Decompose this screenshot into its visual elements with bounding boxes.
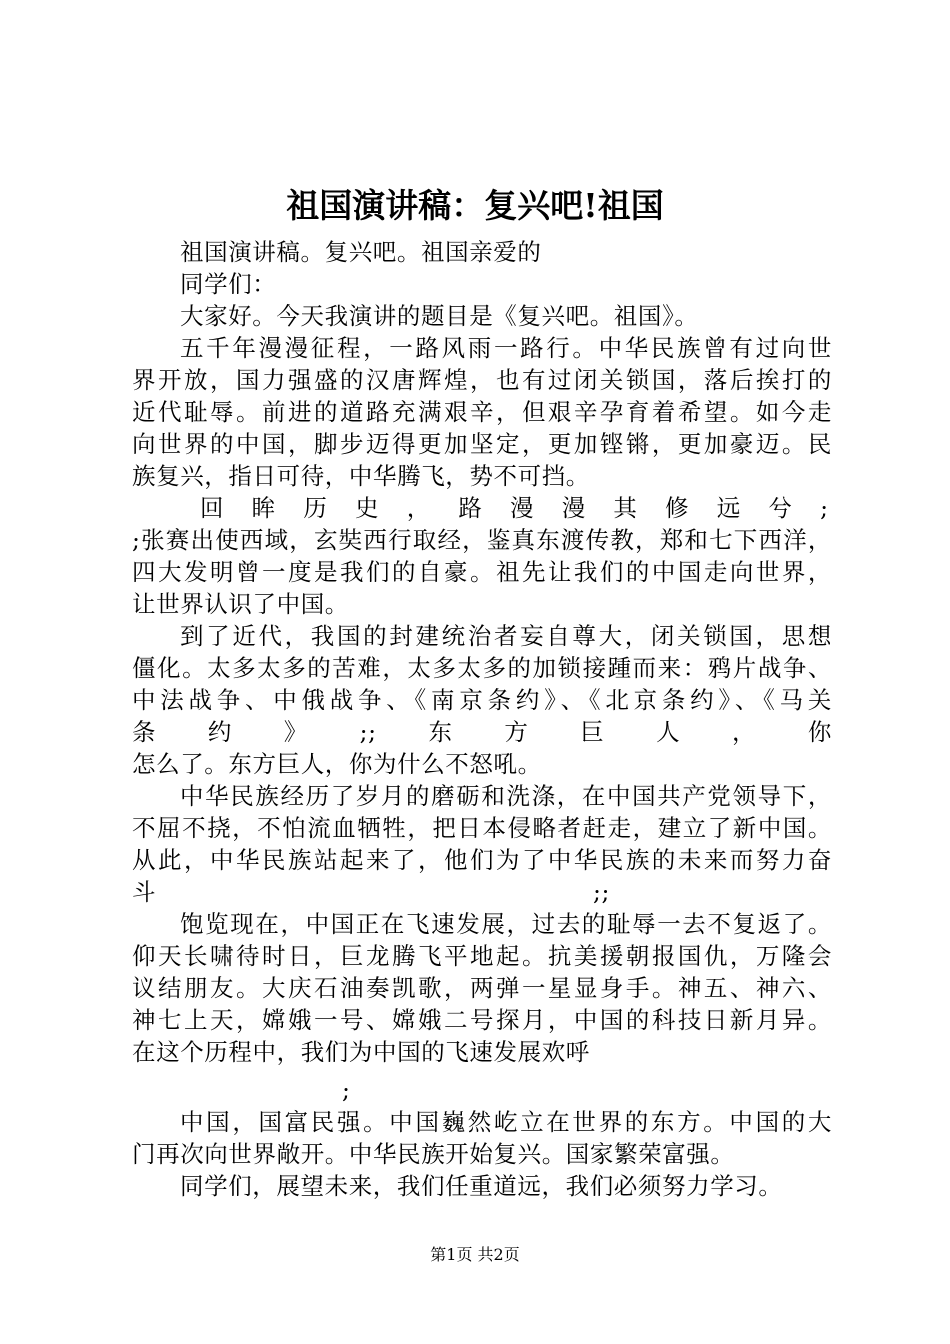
text-line: 祖国演讲稿。复兴吧。祖国亲爱的 xyxy=(180,238,542,266)
text-line: 斗;; xyxy=(132,878,610,906)
text-line: 界开放，国力强盛的汉唐辉煌，也有过闭关锁国，落后挨打的 xyxy=(132,366,832,394)
text-line: 到了近代，我国的封建统治者妄自尊大，闭关锁国，思想 xyxy=(180,622,832,650)
text-line: 从此，中华民族站起来了，他们为了中华民族的未来而努力奋 xyxy=(132,846,832,874)
text-line: ;张赛出使西域，玄奘西行取经，鉴真东渡传教，郑和七下西洋， xyxy=(132,526,832,554)
text-line: 中华民族经历了岁月的磨砺和洗涤，在中国共产党领导下， xyxy=(180,782,832,810)
text-line: 神七上天，嫦娥一号、嫦娥二号探月，中国的科技日新月异。 xyxy=(132,1006,832,1034)
text-line: 仰天长啸待时日，巨龙腾飞平地起。抗美援朝报国仇，万隆会 xyxy=(132,942,832,970)
document-title: 祖国演讲稿：复兴吧!祖国 xyxy=(286,186,664,225)
text-line: 饱览现在，中国正在飞速发展，过去的耻辱一去不复返了。 xyxy=(180,910,832,938)
text-line: 中法战争、中俄战争、《南京条约》、《北京条约》、《马关 xyxy=(132,686,832,714)
text-line: 回眸历史，路漫漫其修远兮; xyxy=(200,494,832,522)
text-line: 大家好。今天我演讲的题目是《复兴吧。祖国》。 xyxy=(180,302,699,330)
text-line: 中国，国富民强。中国巍然屹立在世界的东方。中国的大 xyxy=(180,1108,832,1136)
text-line: 在这个历程中，我们为中国的飞速发展欢呼 xyxy=(132,1038,590,1066)
text-line: 怎么了。东方巨人，你为什么不怒吼。 xyxy=(132,750,542,778)
text-line: 近代耻辱。前进的道路充满艰辛，但艰辛孕育着希望。如今走 xyxy=(132,398,832,426)
text-line: 同学们： xyxy=(180,270,277,298)
text-line: 条约》;;东方巨人，你 xyxy=(132,718,832,746)
text-line: 不屈不挠，不怕流血牺牲，把日本侵略者赶走，建立了新中国。 xyxy=(132,814,832,842)
text-line: 让世界认识了中国。 xyxy=(132,590,349,618)
text-line: 四大发明曾一度是我们的自豪。祖先让我们的中国走向世界， xyxy=(132,558,832,586)
document-body xyxy=(132,236,832,1202)
text-line: 议结朋友。大庆石油奏凯歌，两弹一星显身手。神五、神六、 xyxy=(132,974,832,1002)
text-line: 五千年漫漫征程，一路风雨一路行。中华民族曾有过向世 xyxy=(180,334,832,362)
text-line: 门再次向世界敞开。中华民族开始复兴。国家繁荣富强。 xyxy=(132,1140,735,1168)
text-line: 族复兴，指日可待，中华腾飞，势不可挡。 xyxy=(132,462,590,490)
text-line: ; xyxy=(342,1076,351,1104)
text-line: 同学们，展望未来，我们任重道远，我们必须努力学习。 xyxy=(180,1172,783,1200)
text-line: 僵化。太多太多的苦难，太多太多的加锁接踵而来：鸦片战争、 xyxy=(132,654,832,682)
page-footer: 第1页 共2页 xyxy=(430,1245,520,1264)
text-line: 向世界的中国，脚步迈得更加坚定，更加铿锵，更加豪迈。民 xyxy=(132,430,832,458)
